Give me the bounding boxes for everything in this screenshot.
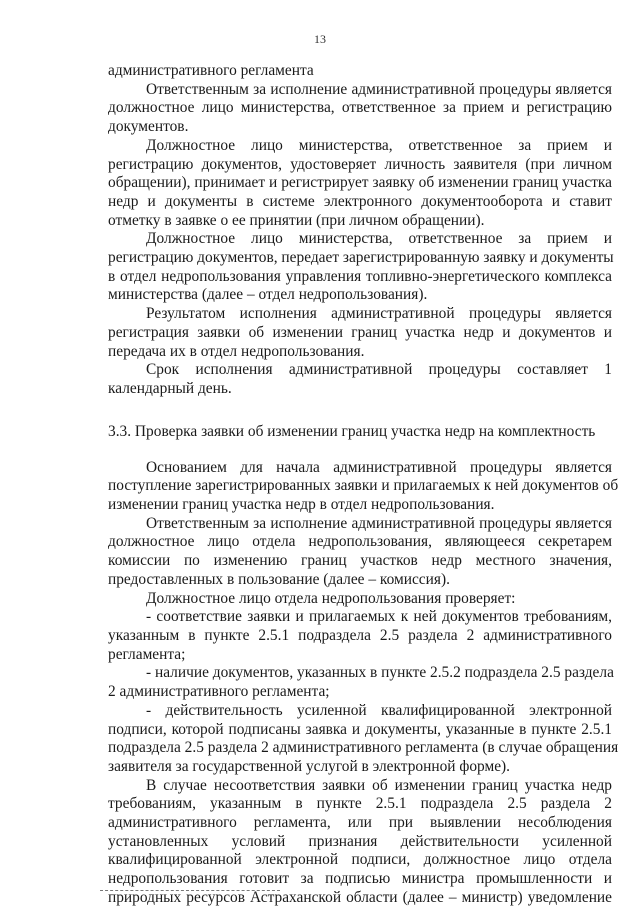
text-line: предоставленных в пользование (далее – комиссия).	[108, 570, 450, 588]
text-line: - наличие документов, указанных в пункте 2.5.2 подраздела 2.5 раздела	[146, 664, 614, 682]
text-line: регистрацию документов, удостоверяет личность заявителя (при личном	[108, 155, 612, 173]
text-line: изменении границ участка недр в отдел недропользования.	[108, 496, 495, 514]
text-line: Ответственным за исполнение административной процедуры является	[146, 514, 612, 532]
text-line: Срок исполнения административной процедуры составляет 1	[146, 361, 612, 379]
paragraph	[108, 777, 612, 908]
text-line: обращении), принимает и регистрирует заявку об изменении границ участка	[108, 174, 612, 192]
text-line: административного регламента	[108, 62, 314, 79]
document-body	[108, 62, 619, 908]
paragraph	[108, 230, 612, 305]
paragraph	[108, 81, 612, 137]
paragraph	[108, 664, 612, 701]
text-line: министерства (далее – отдел недропользования).	[108, 286, 428, 304]
paragraphs-after-heading	[108, 458, 619, 908]
paragraph	[108, 608, 612, 664]
text-line: - соответствие заявки и прилагаемых к ней документов требованиям,	[146, 608, 612, 626]
text-line: административного регламента, или при выявлении несоблюдения	[108, 814, 612, 832]
paragraph	[108, 361, 612, 398]
paragraph	[108, 590, 612, 609]
footer-rule	[100, 890, 280, 891]
text-line: отметку в заявке о ее принятии (при личном обращении).	[108, 211, 485, 229]
text-line: Должностное лицо отдела недропользования проверяет:	[146, 589, 516, 607]
text-line: природных ресурсов Астраханской области (далее – министр) уведомление	[108, 888, 612, 906]
text-line: документов.	[108, 118, 189, 136]
text-line: 2 административного регламента;	[108, 683, 330, 701]
paragraph	[108, 515, 612, 590]
text-line: должностное лицо отдела недропользования, являющееся секретарем	[108, 533, 612, 551]
text-line: Должностное лицо министерства, ответственное за прием и	[146, 136, 612, 154]
text-line: передача их в отдел недропользования.	[108, 342, 365, 360]
paragraph	[108, 137, 612, 231]
text-line: недр и документы в системе электронного документооборота и ставит	[108, 192, 612, 210]
text-line: квалифицированной электронной подписи, должностное лицо отдела	[108, 851, 612, 869]
text-line: заявителя за государственной услугой в электронной форме).	[108, 757, 511, 775]
text-line: календарный день.	[108, 379, 232, 397]
text-line: регламента;	[108, 645, 186, 663]
text-line: Должностное лицо министерства, ответственное за прием и	[146, 230, 612, 248]
text-line: указанным в пункте 2.5.1 подраздела 2.5 раздела 2 административного	[108, 626, 612, 644]
text-line: подписи, которой подписаны заявка и документы, указанные в пункте 2.5.1	[108, 720, 612, 738]
text-line: Результатом исполнения административной процедуры является	[146, 305, 612, 323]
text-line: должностное лицо министерства, ответственное за прием и регистрацию	[108, 99, 612, 117]
paragraph	[108, 701, 619, 777]
text-line: регистрацию документов, передает зарегистрированную заявку и документы	[108, 249, 614, 267]
page-number: 13	[314, 32, 326, 46]
text-line: установленных условий признания действительности усиленной	[108, 832, 612, 850]
section-heading: 3.3. Проверка заявки об изменении границ участка недр на комплектность	[108, 422, 596, 440]
text-line: требованиям, указанным в пункте 2.5.1 подраздела 2.5 раздела 2	[108, 795, 612, 813]
paragraph	[108, 458, 619, 515]
text-line: В случае несоответствия заявки об изменении границ участка недр	[146, 776, 612, 794]
text-line: недропользования готовит за подписью министра промышленности и	[108, 870, 612, 888]
text-line: поступление зарегистрированных заявки и прилагаемых к ней документов об	[108, 477, 619, 495]
text-line: в отдел недропользования управления топливно-энергетического комплекса	[108, 267, 612, 285]
text-line: комиссии по изменению границ участков недр местного значения,	[108, 552, 612, 570]
text-line: Ответственным за исполнение административной процедуры является	[146, 80, 612, 98]
text-line: Основанием для начала административной процедуры является	[146, 458, 612, 476]
paragraph	[108, 62, 612, 81]
text-line: подраздела 2.5 раздела 2 административного регламента (в случае обращения	[108, 739, 619, 757]
paragraph	[108, 305, 612, 361]
text-line: регистрация заявки об изменении границ участка недр и документов и	[108, 323, 612, 341]
text-line: - действительность усиленной квалифицированной электронной	[146, 701, 612, 719]
paragraphs-before-heading	[108, 62, 612, 399]
